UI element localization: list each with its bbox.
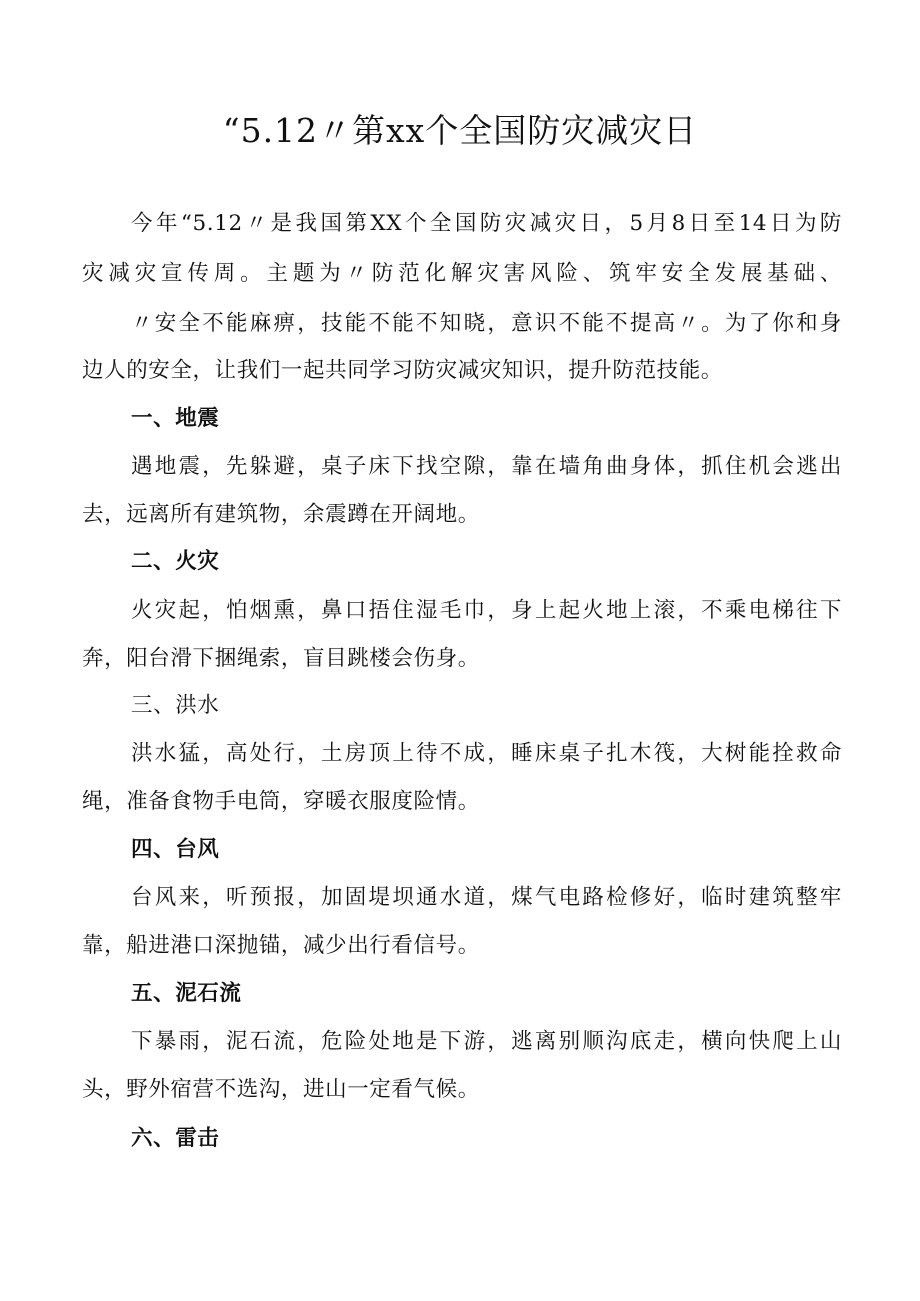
earthquake-line-2: 去，远离所有建筑物，余震蹲在开阔地。 bbox=[82, 502, 480, 527]
intro-line-2: 灾减灾宣传周。主题为〃防范化解灾害风险、筑牢安全发展基础、 bbox=[82, 261, 842, 286]
mudslide-line-2: 头，野外宿营不选沟，进山一定看气候。 bbox=[82, 1077, 480, 1102]
intro-line-3: 〃安全不能麻痹，技能不能不知晓，意识不能不提高〃。为了你和身 bbox=[131, 311, 842, 336]
intro-line-4: 边人的安全，让我们一起共同学习防灾减灾知识，提升防范技能。 bbox=[82, 358, 723, 383]
section-heading-typhoon: 四、台风 bbox=[131, 837, 220, 862]
typhoon-line-2: 靠，船进港口深抛锚，减少出行看信号。 bbox=[82, 933, 480, 958]
section-heading-mudslide: 五、泥石流 bbox=[131, 981, 242, 1006]
fire-line-1: 火灾起，怕烟熏，鼻口捂住湿毛巾，身上起火地上滚，不乘电梯往下 bbox=[131, 598, 842, 623]
section-heading-lightning: 六、雷击 bbox=[131, 1126, 220, 1151]
section-heading-earthquake: 一、地震 bbox=[131, 406, 220, 431]
typhoon-line-1: 台风来，听预报，加固堤坝通水道，煤气电路检修好，临时建筑整牢 bbox=[131, 885, 842, 910]
section-heading-flood: 三、洪水 bbox=[131, 693, 220, 718]
earthquake-line-1: 遇地震，先躲避，桌子床下找空隙，靠在墙角曲身体，抓住机会逃出 bbox=[131, 454, 842, 479]
flood-line-1: 洪水猛，高处行，土房顶上待不成，睡床桌子扎木筏，大树能拴救命 bbox=[131, 741, 842, 766]
mudslide-line-1: 下暴雨，泥石流，危险处地是下游，逃离别顺沟底走，横向快爬上山 bbox=[131, 1029, 842, 1054]
fire-line-2: 奔，阳台滑下捆绳索，盲目跳楼会伤身。 bbox=[82, 646, 480, 671]
flood-line-2: 绳，准备食物手电筒，穿暖衣服度险情。 bbox=[82, 789, 480, 814]
document-title: “5.12〃第xx个全国防灾减灾日 bbox=[222, 111, 698, 150]
intro-line-1: 今年“5.12〃是我国第XX个全国防灾减灾日，5月8日至14日为防 bbox=[131, 211, 842, 236]
section-heading-fire: 二、火灾 bbox=[131, 549, 220, 574]
